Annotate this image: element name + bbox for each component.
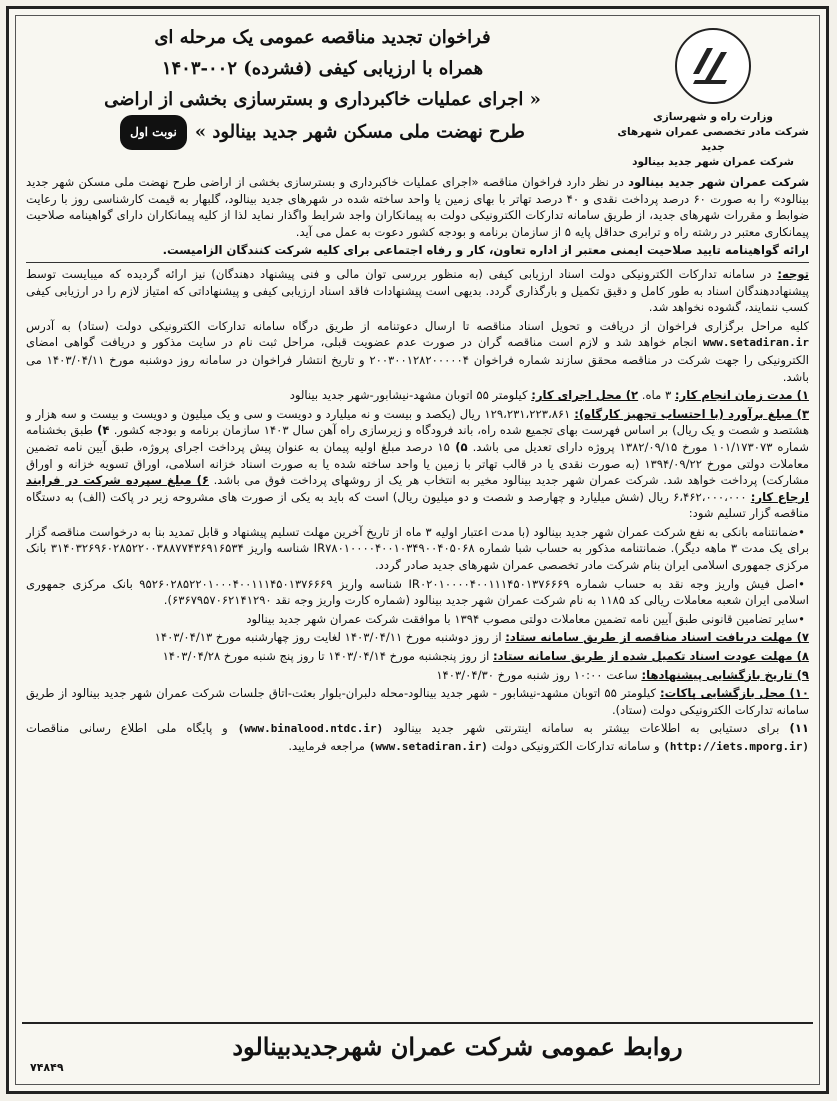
notice-paragraph [26,266,809,316]
schedule-7-label: ۷) مهلت دریافت اسناد مناقصه از طریق سامانه ستاد: [505,630,809,645]
item-5-value: ۱۵ درصد مبلغ اولیه پیمان به عنوان پیش پرداخت اجرای پروژه، طبق آیین نامه تضمین معاملات دولتی مورخ ۱۳۹۴/۰۹/۲۲ (به صورت نقدی یا در قالب تهاتر با زمین یا واحد ساخته شده یا به صورت اسناد خزانه اسلامی، اوراق تسویه خزانه و اوراق مشارکت) پرداخت خواهد شد. شرکت عمران شهر جدید بینالود مخیر به انتخاب هر یک از روشهای پرداخت فوق می باشد. [26,439,810,488]
newspaper-ad [6,6,829,1094]
title-line-4: طرح نهضت ملی مسکن شهر جدید بینالود » [194,121,525,143]
title-line-2: همراه با ارزیابی کیفی (فشرده) ۰۰۲-۱۴۰۳ [161,58,484,79]
guarantee-text-2: اصل فیش واریز وجه نقد به حساب شماره IR۰۲۰۱۰۰۰۰۴۰۰۱۱۱۴۵۰۱۳۷۶۶۶۹ شناسه واریز ۹۵۲۶۰۲۸۵۲۲۰۱۰۰۰۴۰۰۱۱۱۴۵۰۱۳۷۶۶۶۹ بانک مرکزی جمهوری اسلامی ایران شعبه معاملات ریالی کد ۱۱۸۵ به نام شرکت عمران شهر جدید بینالود (شماره کارت واریز وجه نقد ۶۳۶۷۹۵۷۰۶۲۱۴۱۲۹۰). [26,576,809,608]
divider [26,262,809,263]
company-logo [675,28,751,104]
schedule-9-label: ۹) تاریخ بازگشایی پیشنهادها: [641,667,809,682]
setad-link[interactable]: www.setadiran.ir [703,336,809,350]
title-line-1: فراخوان تجدید مناقصه عمومی یک مرحله ای [154,27,491,48]
item-6-value: ۶،۴۶۲،۰۰۰،۰۰۰ ریال (شش میلیارد و چهارصد و شصت و دو میلیون ریال) است که باید به یکی از صورت های مشروحه زیر در پاکت (الف) به دستگاه مناقصه گزار تسلیم شود: [26,489,809,521]
ministry-name: وزارت راه و شهرسازی [653,111,773,123]
process-paragraph [26,318,809,385]
ad-footer [22,1022,813,1078]
parent-company-name: شرکت مادر تخصصی عمران شهرهای جدید [617,126,809,153]
item-4-label: ۴) [92,423,114,438]
item-1-value: ۳ ماه. [638,388,675,403]
schedule-11-text-c: و سامانه تدارکات الکترونیکی دولت [487,739,664,753]
schedule-7 [26,629,809,646]
item-3-label: ۳) مبلغ برآورد (با احتساب تجهیز کارگاه): [574,406,810,421]
item-2-value: کیلومتر ۵۵ اتوبان مشهد-نیشابور-شهر جدید بینالود [289,388,532,403]
ad-header [22,22,813,174]
items-1-2 [26,387,809,404]
guarantee-text-1: ضمانتنامه بانکی به نفع شرکت عمران شهر جدید بینالود (با مدت اعتبار اولیه ۳ ماه از تاریخ آخرین مهلت تسلیم پیشنهاد و قابل تمدید بنا به درخواست مناقصه گزار برای یک مدت ۳ ماهه دیگر). ضمانتنامه مذکور به حساب شبا شماره IR۷۸۰۱۰۰۰۰۴۰۰۱۰۳۴۹۰۰۴۰۵۰۶۸ شناسه واریز ۳۱۴۰۳۲۶۹۶۰۲۸۵۲۲۰۰۳۸۸۷۷۴۳۶۹۱۶۵۳۴ بانک مرکزی جمهوری اسلامی ایران بنام شرکت مادر تخصصی عمران شهرهای جدید صادر گردد. [26,524,809,573]
bullet-dot: • [798,524,806,539]
guarantee-text-3: سایر تضامین قانونی طبق آیین نامه تضمین معاملات دولتی مصوب ۱۳۹۴ با موافقت شرکت عمران شهر جدید بینالود [246,611,799,626]
intro-lead: شرکت عمران شهر جدید بینالود [628,175,809,189]
setad-link-2[interactable]: (www.setadiran.ir) [368,740,488,753]
ad-title [32,22,613,150]
intro-text: در نظر دارد فراخوان مناقصه «اجرای عملیات خاکبرداری و بسترسازی بخشی از اراضی طرح نهضت ملی مسکن شهر جدید بینالود» را به صورت ۶۰ درصد پرداخت نقدی و ۴۰ درصد تهاتر با بهای زمین یا واحد ساخته شده در شهرهای جدید بینالود، گلبهار به قیمت کارشناسی روز با رعایت ضوابط و مقررات شهرهای جدید، از طریق سامانه تدارکات الکترونیکی دولت به پیمانکاران واجد شرایط واگذار نماید لذا از کلیه پیمانکاران دارای گواهینامه صلاحیت پیمانکاری معتبر در رشته راه و ترابری حداقل پایه ۵ از سازمان برنامه و بودجه کشور دعوت به عمل می آید. [26,175,810,239]
guarantee-bullet-3 [26,611,809,628]
footer-title: روابط عمومی شرکت عمران شهرجدیدبینالود [232,1032,683,1061]
process-text-a: کلیه مراحل برگزاری فراخوان از دریافت و تحویل اسناد مناقصه تا ارسال دعوتنامه از طریق درگاه سامانه تدارکات الکترونیکی دولت (ستاد) به آدرس [26,318,809,333]
ad-body [26,174,809,758]
schedule-10-value: کیلومتر ۵۵ اتوبان مشهد-نیشابور - شهر جدید بینالود-محله دلبران-بلوار بعثت-اتاق جلسات شرکت عمران شهر جدید بینالود از طریق سامانه تدارکات الکترونیکی دولت (ستاد). [26,686,809,717]
bullet-dot: • [798,611,805,626]
process-text-b: انجام خواهد شد و لازم است مناقصه گران در صورت عدم عضویت قبلی، مراحل ثبت نام در سایت مذکور و دریافت گواهی امضای الکترونیکی را جهت شرکت در مناقصه محقق سازند شماره فراخوان ۲۰۰۳۰۰۱۲۸۲۰۰۰۰۰۴ و تاریخ انتشار فراخوان در سامانه روز دوشنبه مورخ ۱۴۰۳/۰۴/۱۱ می باشد. [26,335,809,384]
notice-text: در سامانه تدارکات الکترونیکی دولت اسناد ارزیابی کیفی (به منظور بررسی توان مالی و فنی پیشنهاد دهندگان) نیز ارائه گردیده که میبایست توسط پیشنهاددهندگان اسناد به طور کامل و دقیق تکمیل و بارگذاری گردد. بدیهی است پیشنهادات فاقد اسناد ارزیابی کیفی و پیشنهاداتی که امتیاز لازم را در ارزیابی کیفی کسب ننمایند، گشوده نخواهد شد. [26,266,809,315]
schedule-9 [26,667,809,684]
schedule-8 [26,648,809,665]
schedule-10 [26,685,809,718]
item-2-label: ۲) محل اجرای کار: [531,388,639,403]
round-badge: نوبت اول [120,115,187,150]
iets-link[interactable]: (http://iets.mporg.ir) [663,740,809,753]
item-4-value: طبق بخشنامه شماره ۱۰۱/۱۷۳۰۷۳ مورخ ۱۳۸۲/۰۹/۱۵ پروژه دارای تعدیل می باشد. [26,423,810,454]
safety-note: ارائه گواهینامه تایید صلاحیت ایمنی معتبر از اداره تعاون، کار و رفاه اجتماعی برای کلیه شرکت کنندگان الزامیست. [162,243,809,258]
item-1-label: ۱) مدت زمان انجام کار: [674,388,809,403]
org-names [615,110,811,170]
schedule-7-value: از روز دوشنبه مورخ ۱۴۰۳/۰۴/۱۱ لغایت روز چهارشنبه مورخ ۱۴۰۳/۰۴/۱۳ [154,630,506,645]
item-6-label: ۶) مبلغ سپرده شرکت در فرایند ارجاع کار: [26,473,809,504]
ad-frame [15,15,820,1085]
schedule-11-text-b: و پایگاه ملی اطلاع رسانی مناقصات [26,721,238,736]
item-5-label: ۵) [449,439,468,454]
schedule-9-value: ساعت ۱۰:۰۰ روز شنبه مورخ ۱۴۰۳/۰۴/۳۰ [436,667,642,682]
ad-code: ۷۴۸۴۹ [30,1061,64,1074]
bullet-dot: • [798,576,805,591]
items-3-6 [26,406,809,522]
item-3-value: ۱۲۹،۲۳۱،۲۲۳،۸۶۱ ریال (یکصد و بیست و نه میلیارد و دویست و سی و یک میلیون و دویست و بیست و سه هزار و هشتصد و شصت و یک ریال) بر اساس فهرست بهای تجمیع شده راه، باند فرودگاه و زیرسازی راه آهن سال ۱۴۰۳ سازمان برنامه و بودجه کشور. [26,406,809,438]
title-line-4-wrap [32,115,613,150]
schedule-11-text-d: مراجعه فرمایید. [288,739,369,753]
schedule-8-label: ۸) مهلت عودت اسناد تکمیل شده از طریق سامانه ستاد: [493,649,809,664]
title-line-3: « اجرای عملیات خاکبرداری و بسترسازی بخشی از اراضی [104,89,541,110]
schedule-8-value: از روز پنجشنبه مورخ ۱۴۰۳/۰۴/۱۴ تا روز پنج شنبه مورخ ۱۴۰۳/۰۴/۲۸ [162,649,494,664]
binalood-link[interactable]: (www.binalood.ntdc.ir) [237,722,384,736]
company-name: شرکت عمران شهر جدید بینالود [632,156,794,168]
schedule-10-label: ۱۰) محل بازگشایی پاکات: [659,686,809,701]
schedule-11-label: ۱۱) [779,721,809,736]
org-block [615,26,811,172]
guarantee-bullet-2 [26,576,809,609]
intro-paragraph [26,174,809,240]
schedule-11 [26,720,809,755]
notice-label: توجه: [777,266,809,281]
schedule-11-text-a: برای دستیابی به اطلاعات بیشتر به سامانه اینترنتی شهر جدید بینالود [383,721,780,736]
guarantee-bullet-1 [26,524,809,574]
logo-mark-icon [687,40,735,88]
